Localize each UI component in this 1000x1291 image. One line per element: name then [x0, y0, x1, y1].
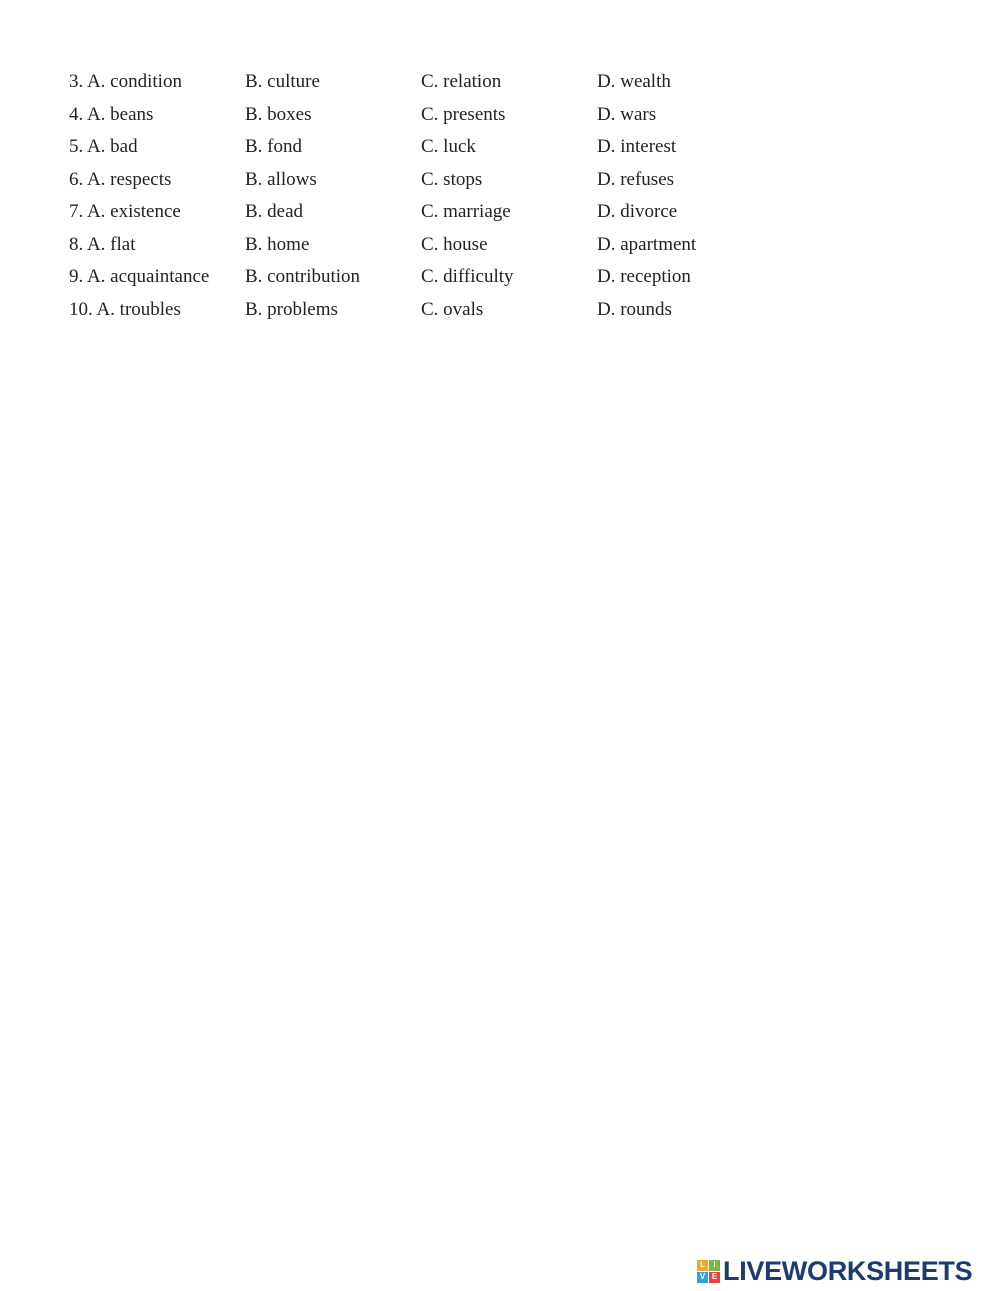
logo-tile-l: L — [697, 1260, 708, 1271]
option-b: B. home — [245, 233, 310, 255]
option-a: 9. A. acquaintance — [69, 266, 210, 288]
option-a: 4. A. beans — [69, 103, 154, 125]
option-c: C. difficulty — [421, 266, 514, 288]
option-a: 8. A. flat — [69, 233, 136, 255]
option-a: 10. A. troubles — [69, 298, 181, 320]
option-c: C. relation — [421, 71, 502, 93]
option-b: B. contribution — [245, 266, 361, 288]
option-b: B. dead — [245, 201, 304, 223]
logo-tile-i: I — [709, 1260, 720, 1271]
question-row — [69, 196, 789, 229]
logo-tile-e: E — [709, 1272, 720, 1283]
option-a: 5. A. bad — [69, 136, 138, 158]
option-b: B. allows — [245, 168, 317, 190]
liveworksheets-wordmark: LIVEWORKSHEETS — [723, 1255, 973, 1286]
question-row — [69, 261, 789, 294]
liveworksheets-logo-icon — [697, 1260, 720, 1283]
option-c: C. house — [421, 233, 488, 255]
option-c: C. stops — [421, 168, 483, 190]
question-row — [69, 66, 789, 99]
option-b: B. culture — [245, 71, 320, 93]
option-d: D. refuses — [597, 168, 675, 190]
option-c: C. presents — [421, 103, 506, 125]
option-d: D. apartment — [597, 233, 697, 255]
question-list — [69, 66, 789, 326]
option-d: D. reception — [597, 266, 691, 288]
question-row — [69, 294, 789, 327]
option-d: D. rounds — [597, 298, 672, 320]
option-a: 3. A. condition — [69, 71, 182, 93]
option-c: C. luck — [421, 136, 476, 158]
option-a: 7. A. existence — [69, 201, 181, 223]
question-row — [69, 131, 789, 164]
liveworksheets-brand — [697, 1257, 972, 1285]
option-d: D. divorce — [597, 201, 678, 223]
question-row — [69, 99, 789, 132]
question-row — [69, 229, 789, 262]
logo-tile-v: V — [697, 1272, 708, 1283]
option-a: 6. A. respects — [69, 168, 172, 190]
option-b: B. boxes — [245, 103, 312, 125]
option-c: C. ovals — [421, 298, 484, 320]
question-row — [69, 164, 789, 197]
option-b: B. problems — [245, 298, 338, 320]
option-b: B. fond — [245, 136, 302, 158]
option-c: C. marriage — [421, 201, 511, 223]
option-d: D. interest — [597, 136, 677, 158]
option-d: D. wealth — [597, 71, 671, 93]
option-d: D. wars — [597, 103, 657, 125]
